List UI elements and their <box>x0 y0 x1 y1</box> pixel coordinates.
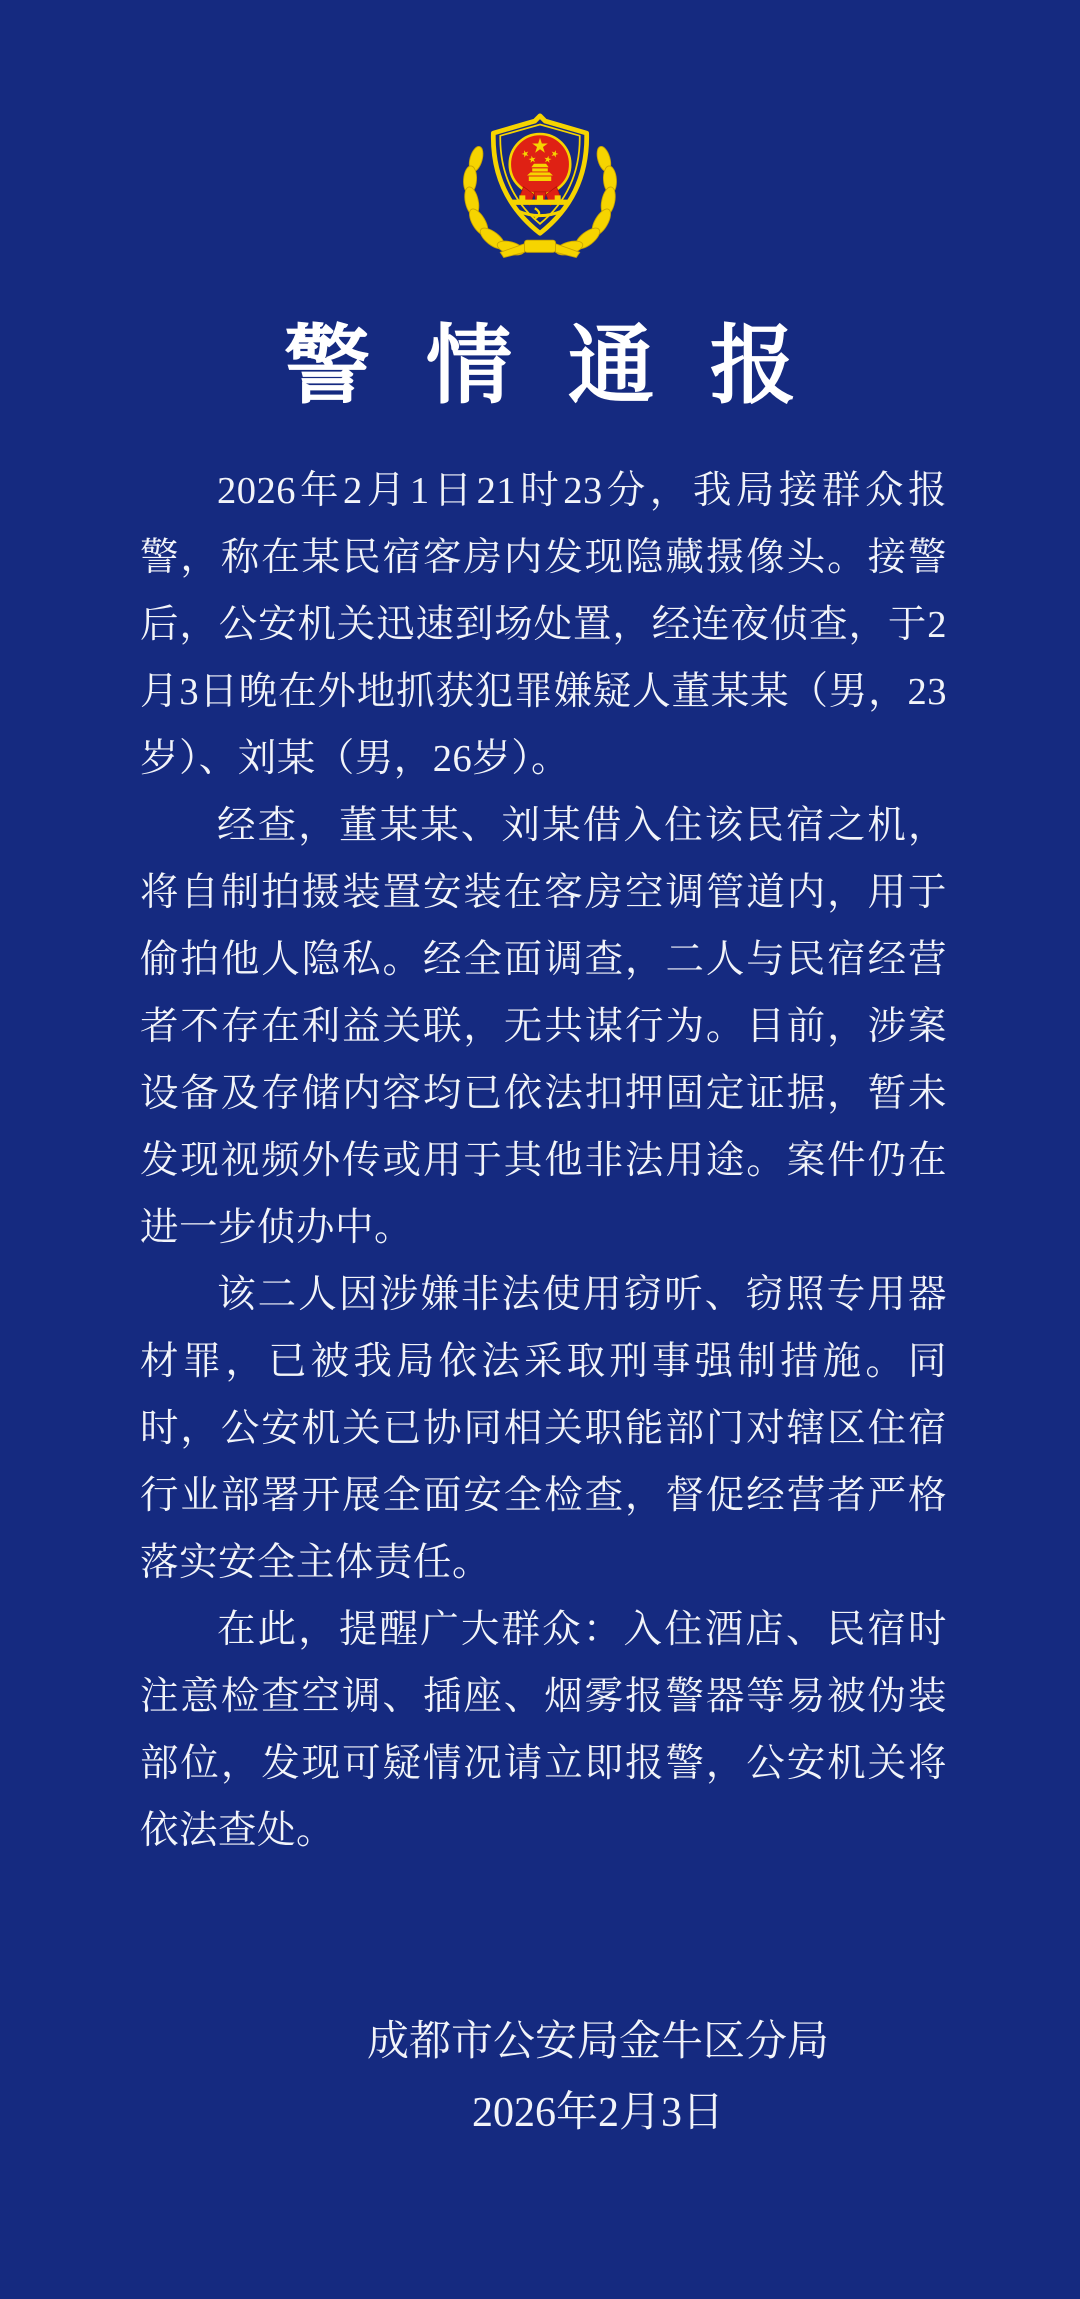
police-badge-emblem <box>445 95 635 268</box>
notice-paragraph-measures: 该二人因涉嫌非法使用窃听、窃照专用器材罪，已被我局依法采取刑事强制措施。同时，公安机关已协同相关职能部门对辖区住宿行业部署开展全面安全检查，督促经营者严格落实安全主体责任。 <box>140 1274 947 1584</box>
notice-title-text: 警情通报 <box>284 318 852 414</box>
notice-paragraph-investigation: 经查，董某某、刘某借入住该民宿之机，将自制拍摄装置安装在客房空调管道内，用于偷拍他人隐私。经全面调查，二人与民宿经营者不存在利益关联，无共谋行为。目前，涉案设备及存储内容均已依法扣押固定证据，暂未发现视频外传或用于其他非法用途。案件仍在进一步侦办中。 <box>140 805 947 1249</box>
notice-paragraph-report: 2026年2月1日21时23分，我局接群众报警，称在某民宿客房内发现隐藏摄像头。接警后，公安机关迅速到场处置，经连夜侦查，于2月3日晚在外地抓获犯罪嫌疑人董某某（男，23岁）、刘某（男，26岁）。 <box>140 470 947 780</box>
notice-footer <box>58 2007 1080 2149</box>
notice-paragraph-reminder: 在此，提醒广大群众：入住酒店、民宿时注意检查空调、插座、烟雾报警器等易被伪装部位，发现可疑情况请立即报警，公安机关将依法查处。 <box>140 1609 947 1852</box>
notice-title <box>0 320 1080 412</box>
notice-body <box>140 458 947 1865</box>
issuer-name: 成都市公安局金牛区分局 <box>366 2019 829 2065</box>
issue-date: 2026年2月3日 <box>471 2090 724 2136</box>
